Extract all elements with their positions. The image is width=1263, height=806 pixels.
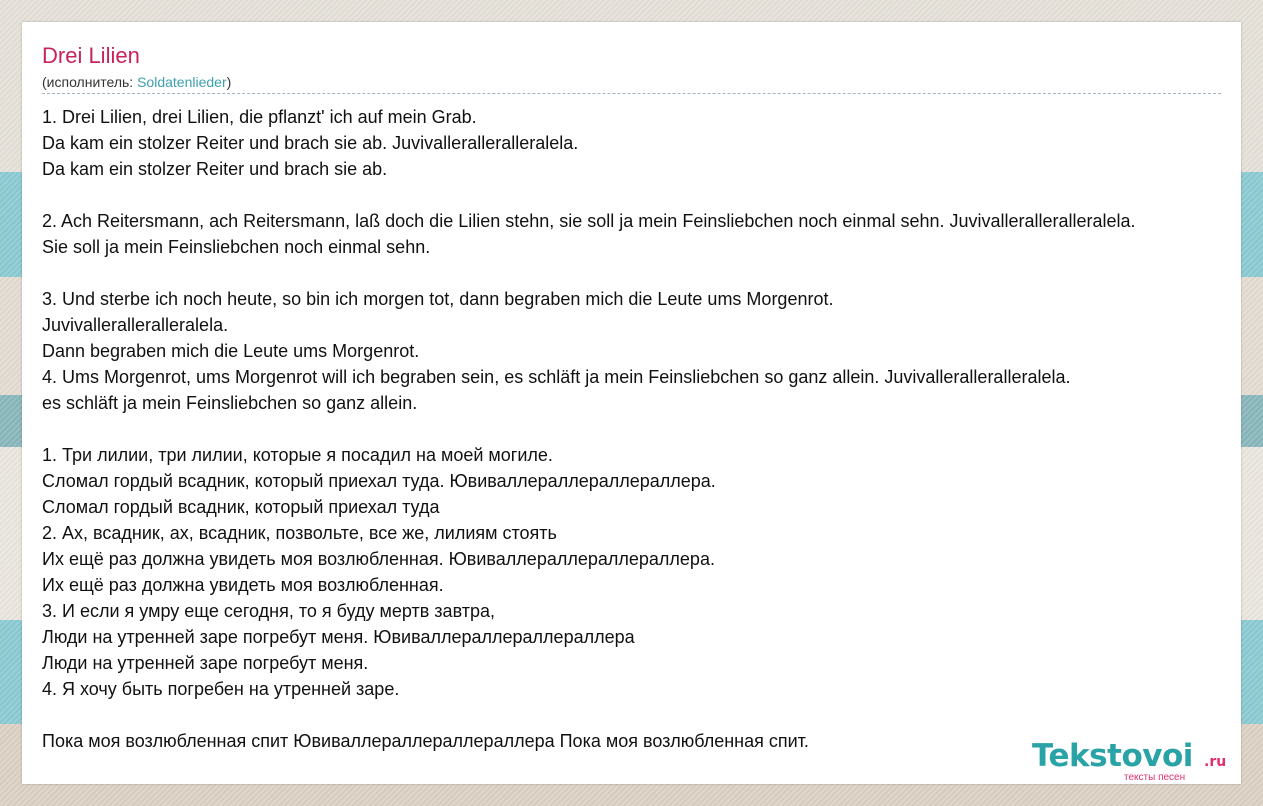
lyric-line: Люди на утренней заре погребут меня. <box>42 653 369 673</box>
lyric-line <box>42 260 1241 286</box>
lyric-line: 2. Ach Reitersmann, ach Reitersmann, laß doch die Lilien stehn, sie soll ja mein Feinsliebchen noch einmal sehn. Juvivalleralleralleralela. <box>42 211 1136 231</box>
lyric-line: 1. Три лилии, три лилии, которые я посадил на моей могиле. <box>42 445 553 465</box>
lyric-line: 2. Ах, всадник, ах, всадник, позвольте, все же, лилиям стоять <box>42 523 557 543</box>
lyric-line: Dann begraben mich die Leute ums Morgenrot. <box>42 341 420 361</box>
lyric-line: 3. Und sterbe ich noch heute, so bin ich morgen tot, dann begraben mich die Leute ums Morgenrot. <box>42 289 834 309</box>
lyric-line: Их ещё раз должна увидеть моя возлюбленная. Ювиваллераллераллераллера. <box>42 549 715 569</box>
lyric-line <box>42 702 1241 728</box>
lyric-line: Люди на утренней заре погребут меня. Ювиваллераллераллераллера <box>42 627 635 647</box>
lyric-line: 3. И если я умру еще сегодня, то я буду мертв завтра, <box>42 601 495 621</box>
song-title: Drei Lilien <box>42 43 140 68</box>
site-logo[interactable] <box>1032 738 1242 782</box>
logo-tagline: тексты песен <box>1124 772 1186 783</box>
lyric-line: Сломал гордый всадник, который приехал туда. Ювиваллераллераллераллера. <box>42 471 716 491</box>
performer-link[interactable]: Soldatenlieder <box>137 74 227 90</box>
lyric-line: Пока моя возлюбленная спит Ювиваллераллераллераллера Пока моя возлюбленная спит. <box>42 731 809 751</box>
logo-wordmark: Tekstovoi <box>1032 738 1193 774</box>
lyric-line: 1. Drei Lilien, drei Lilien, die pflanzt' ich auf mein Grab. <box>42 107 477 127</box>
lyric-line: Da kam ein stolzer Reiter und brach sie ab. Juvivalleralleralleralela. <box>42 133 579 153</box>
lyric-line: Их ещё раз должна увидеть моя возлюбленная. <box>42 575 444 595</box>
performer-prefix: (исполнитель: <box>42 74 138 90</box>
title-divider <box>42 93 1221 94</box>
logo-tld: .ru <box>1204 754 1227 770</box>
lyric-line: 4. Ums Morgenrot, ums Morgenrot will ich begraben sein, es schläft ja mein Feinsliebchen so ganz allein. Juvivalleralleralleralela. <box>42 367 1071 387</box>
lyric-line: es schläft ja mein Feinsliebchen so ganz allein. <box>42 393 418 413</box>
lyric-line <box>42 416 1241 442</box>
lyric-line: Sie soll ja mein Feinsliebchen noch einmal sehn. <box>42 237 431 257</box>
lyric-line <box>42 182 1241 208</box>
lyric-line: Juvivalleralleralleralela. <box>42 315 229 335</box>
performer-line <box>42 73 231 91</box>
lyric-line: 4. Я хочу быть погребен на утренней заре. <box>42 679 400 699</box>
lyric-line: Da kam ein stolzer Reiter und brach sie ab. <box>42 159 388 179</box>
performer-suffix: ) <box>226 74 232 90</box>
lyrics-text <box>42 104 1241 754</box>
lyrics-card <box>22 22 1241 784</box>
lyric-line: Сломал гордый всадник, который приехал туда <box>42 497 440 517</box>
